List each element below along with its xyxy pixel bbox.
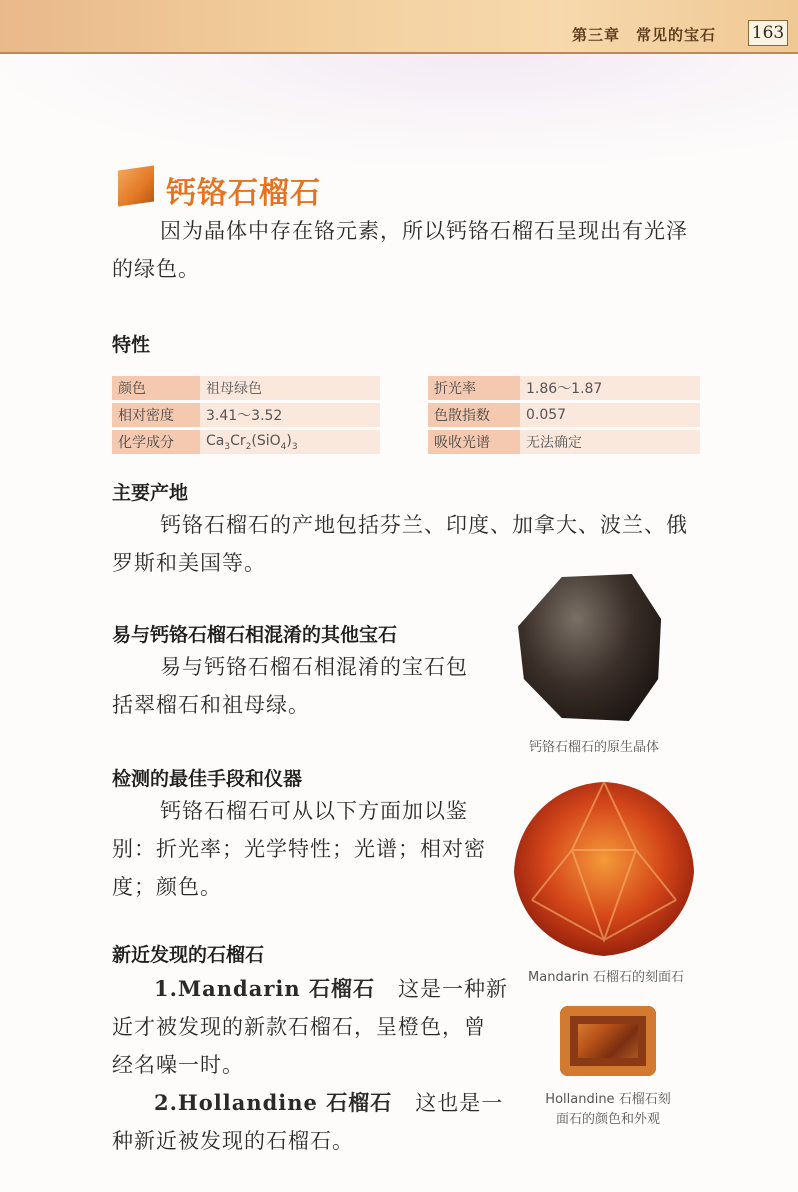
property-value: 无法确定 — [520, 430, 700, 454]
property-label: 化学成分 — [112, 430, 200, 454]
properties-heading: 特性 — [112, 334, 151, 356]
item1-line-2: 近才被发现的新款石榴石，呈橙色，曾 — [112, 1015, 486, 1039]
gem3-caption-line-1: Hollandine 石榴石刻 — [545, 1092, 671, 1107]
property-value: $Ca_3Cr_2(SiO_4)_3$ — [200, 430, 380, 454]
detection-line-3: 度；颜色。 — [112, 875, 222, 899]
detection-line-1: 钙铬石榴石可从以下方面加以鉴 — [160, 799, 468, 823]
gem1-caption: 钙铬石榴石的原生晶体 — [528, 740, 659, 755]
chapter-title: 第三章 常见的宝石 — [571, 26, 716, 44]
confused-line-1: 易与钙铬石榴石相混淆的宝石包 — [160, 655, 468, 679]
table-row — [428, 376, 700, 400]
hollandine-garnet-image — [560, 1006, 656, 1076]
properties-table-left — [112, 373, 380, 457]
properties-table-right — [428, 373, 700, 457]
property-label: 色散指数 — [428, 403, 520, 427]
confused-line-2: 括翠榴石和祖母绿。 — [112, 693, 310, 717]
origin-line-1: 钙铬石榴石的产地包括芬兰、印度、加拿大、波兰、俄 — [160, 513, 688, 537]
gem2-caption: Mandarin 石榴石的刻面石 — [528, 970, 684, 985]
header-decoration — [0, 54, 798, 164]
gem3-caption-line-2: 面石的颜色和外观 — [555, 1112, 660, 1127]
item1-line-3: 经名噪一时。 — [112, 1053, 244, 1077]
property-value: 0.057 — [520, 403, 700, 427]
property-label: 颜色 — [112, 376, 200, 400]
page-title: 钙铬石榴石 — [166, 176, 321, 211]
item1-title: 1.Mandarin 石榴石 — [154, 976, 375, 1001]
page-header — [0, 0, 798, 54]
property-value: 1.86～1.87 — [520, 376, 700, 400]
property-value: 祖母绿色 — [200, 376, 380, 400]
intro-line-1: 因为晶体中存在铬元素，所以钙铬石榴石呈现出有光泽 — [160, 219, 688, 243]
item2-title: 2.Hollandine 石榴石 — [154, 1090, 393, 1115]
item2-text: 这也是一 — [415, 1091, 504, 1115]
property-label: 相对密度 — [112, 403, 200, 427]
table-row — [112, 430, 380, 454]
item2-line-1 — [154, 1084, 503, 1122]
mandarin-garnet-image — [512, 780, 696, 958]
detection-heading: 检测的最佳手段和仪器 — [112, 768, 303, 790]
intro-line-2: 的绿色。 — [112, 257, 200, 281]
table-row — [112, 376, 380, 400]
property-label: 吸收光谱 — [428, 430, 520, 454]
rough-crystal-image — [518, 574, 664, 724]
item2-line-2: 种新近被发现的石榴石。 — [112, 1129, 354, 1153]
detection-line-2: 别：折光率；光学特性；光谱；相对密 — [112, 837, 486, 861]
table-row — [428, 430, 700, 454]
new-garnets-heading: 新近发现的石榴石 — [112, 944, 265, 966]
title-icon — [118, 165, 154, 206]
item1-line-1 — [154, 970, 508, 1008]
table-row — [112, 403, 380, 427]
confused-heading: 易与钙铬石榴石相混淆的其他宝石 — [112, 624, 398, 646]
property-label: 折光率 — [428, 376, 520, 400]
item1-text: 这是一种新 — [398, 977, 508, 1001]
table-row — [428, 403, 700, 427]
page-number: 163 — [748, 20, 788, 46]
origin-line-2: 罗斯和美国等。 — [112, 551, 266, 575]
property-value: 3.41～3.52 — [200, 403, 380, 427]
origin-heading: 主要产地 — [112, 482, 189, 504]
